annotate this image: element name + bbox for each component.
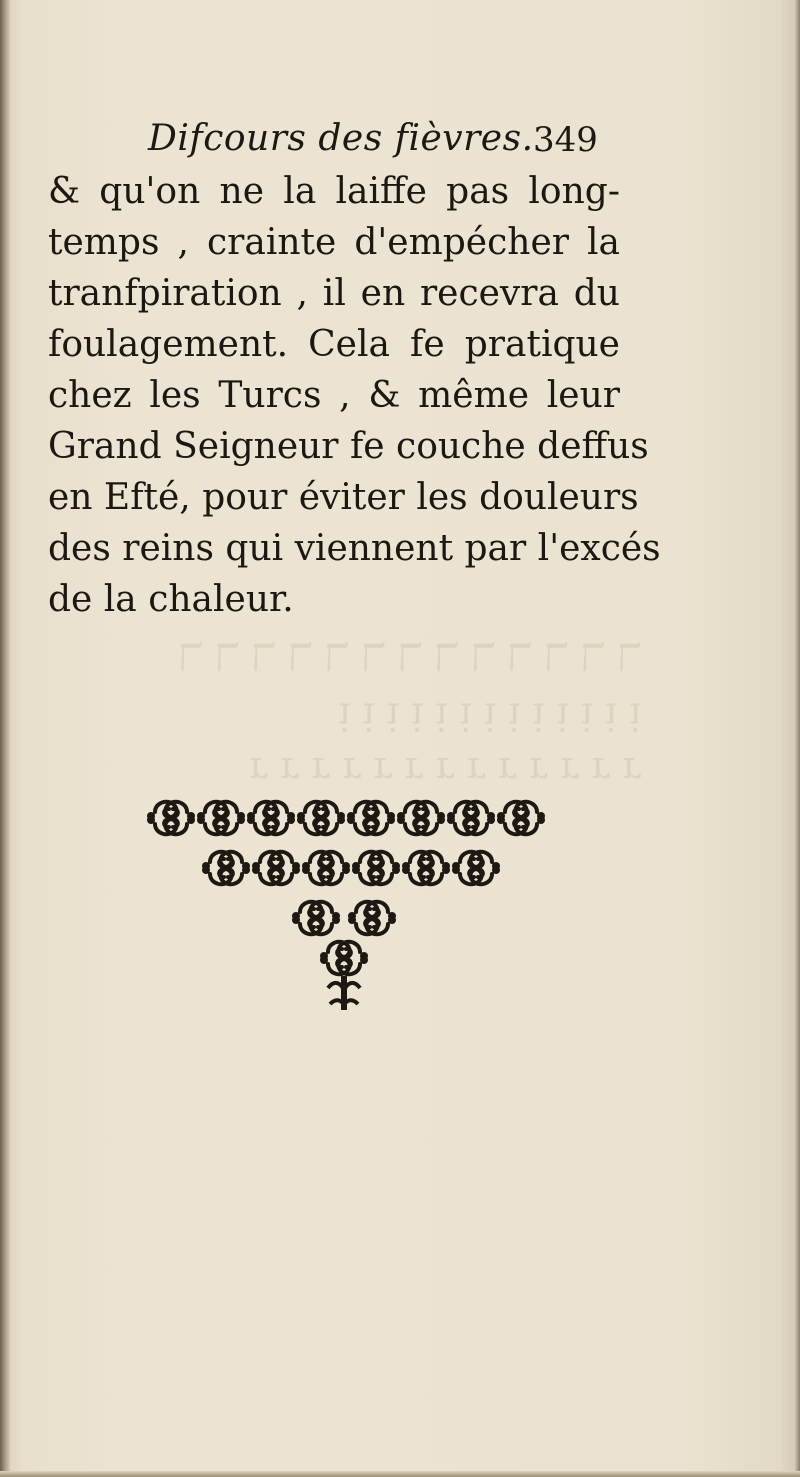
page-edge [795, 0, 800, 1477]
text-line: foulagement. Cela fe pratique [48, 324, 620, 365]
running-header [148, 118, 628, 168]
text-line-last: de la chaleur. [48, 579, 294, 620]
text-line: Grand Seigneur fe couche deffus [48, 426, 649, 467]
text-line: en Efté, pour éviter les douleurs [48, 477, 639, 518]
text-line: tranfpiration , il en recevra du [48, 273, 620, 314]
page-gutter-shadow [0, 0, 10, 1477]
page-number: 349 [533, 120, 598, 160]
page-bottom-edge [0, 1471, 800, 1477]
body-paragraph [48, 166, 661, 625]
reverse-side-bleed-through: ℸ ℸ ℸ ℸ ℸ ℸ ℸ ℸ ℸ ℸ ℸ ℸ ℸ ᴉ ᴉ ᴉ ᴉ ᴉ ᴉ ᴉ ᴉ ᴉ ᴉ ᴉ ᴉ ᴉ ɹ ɹ ɹ ɹ ɹ ɹ ɹ ɹ ɹ ɹ ɹ ɹ ɹ [178, 635, 642, 787]
text-line: chez les Turcs , & même leur [48, 375, 620, 416]
text-line: temps , crainte d'empécher la [48, 222, 620, 263]
text-line: des reins qui viennent par l'excés [48, 528, 661, 569]
running-title: Difcours des fièvres. [148, 118, 534, 159]
printers-ornament-icon [140, 790, 550, 1020]
text-line: & qu'on ne la laiffe pas long- [48, 171, 620, 212]
